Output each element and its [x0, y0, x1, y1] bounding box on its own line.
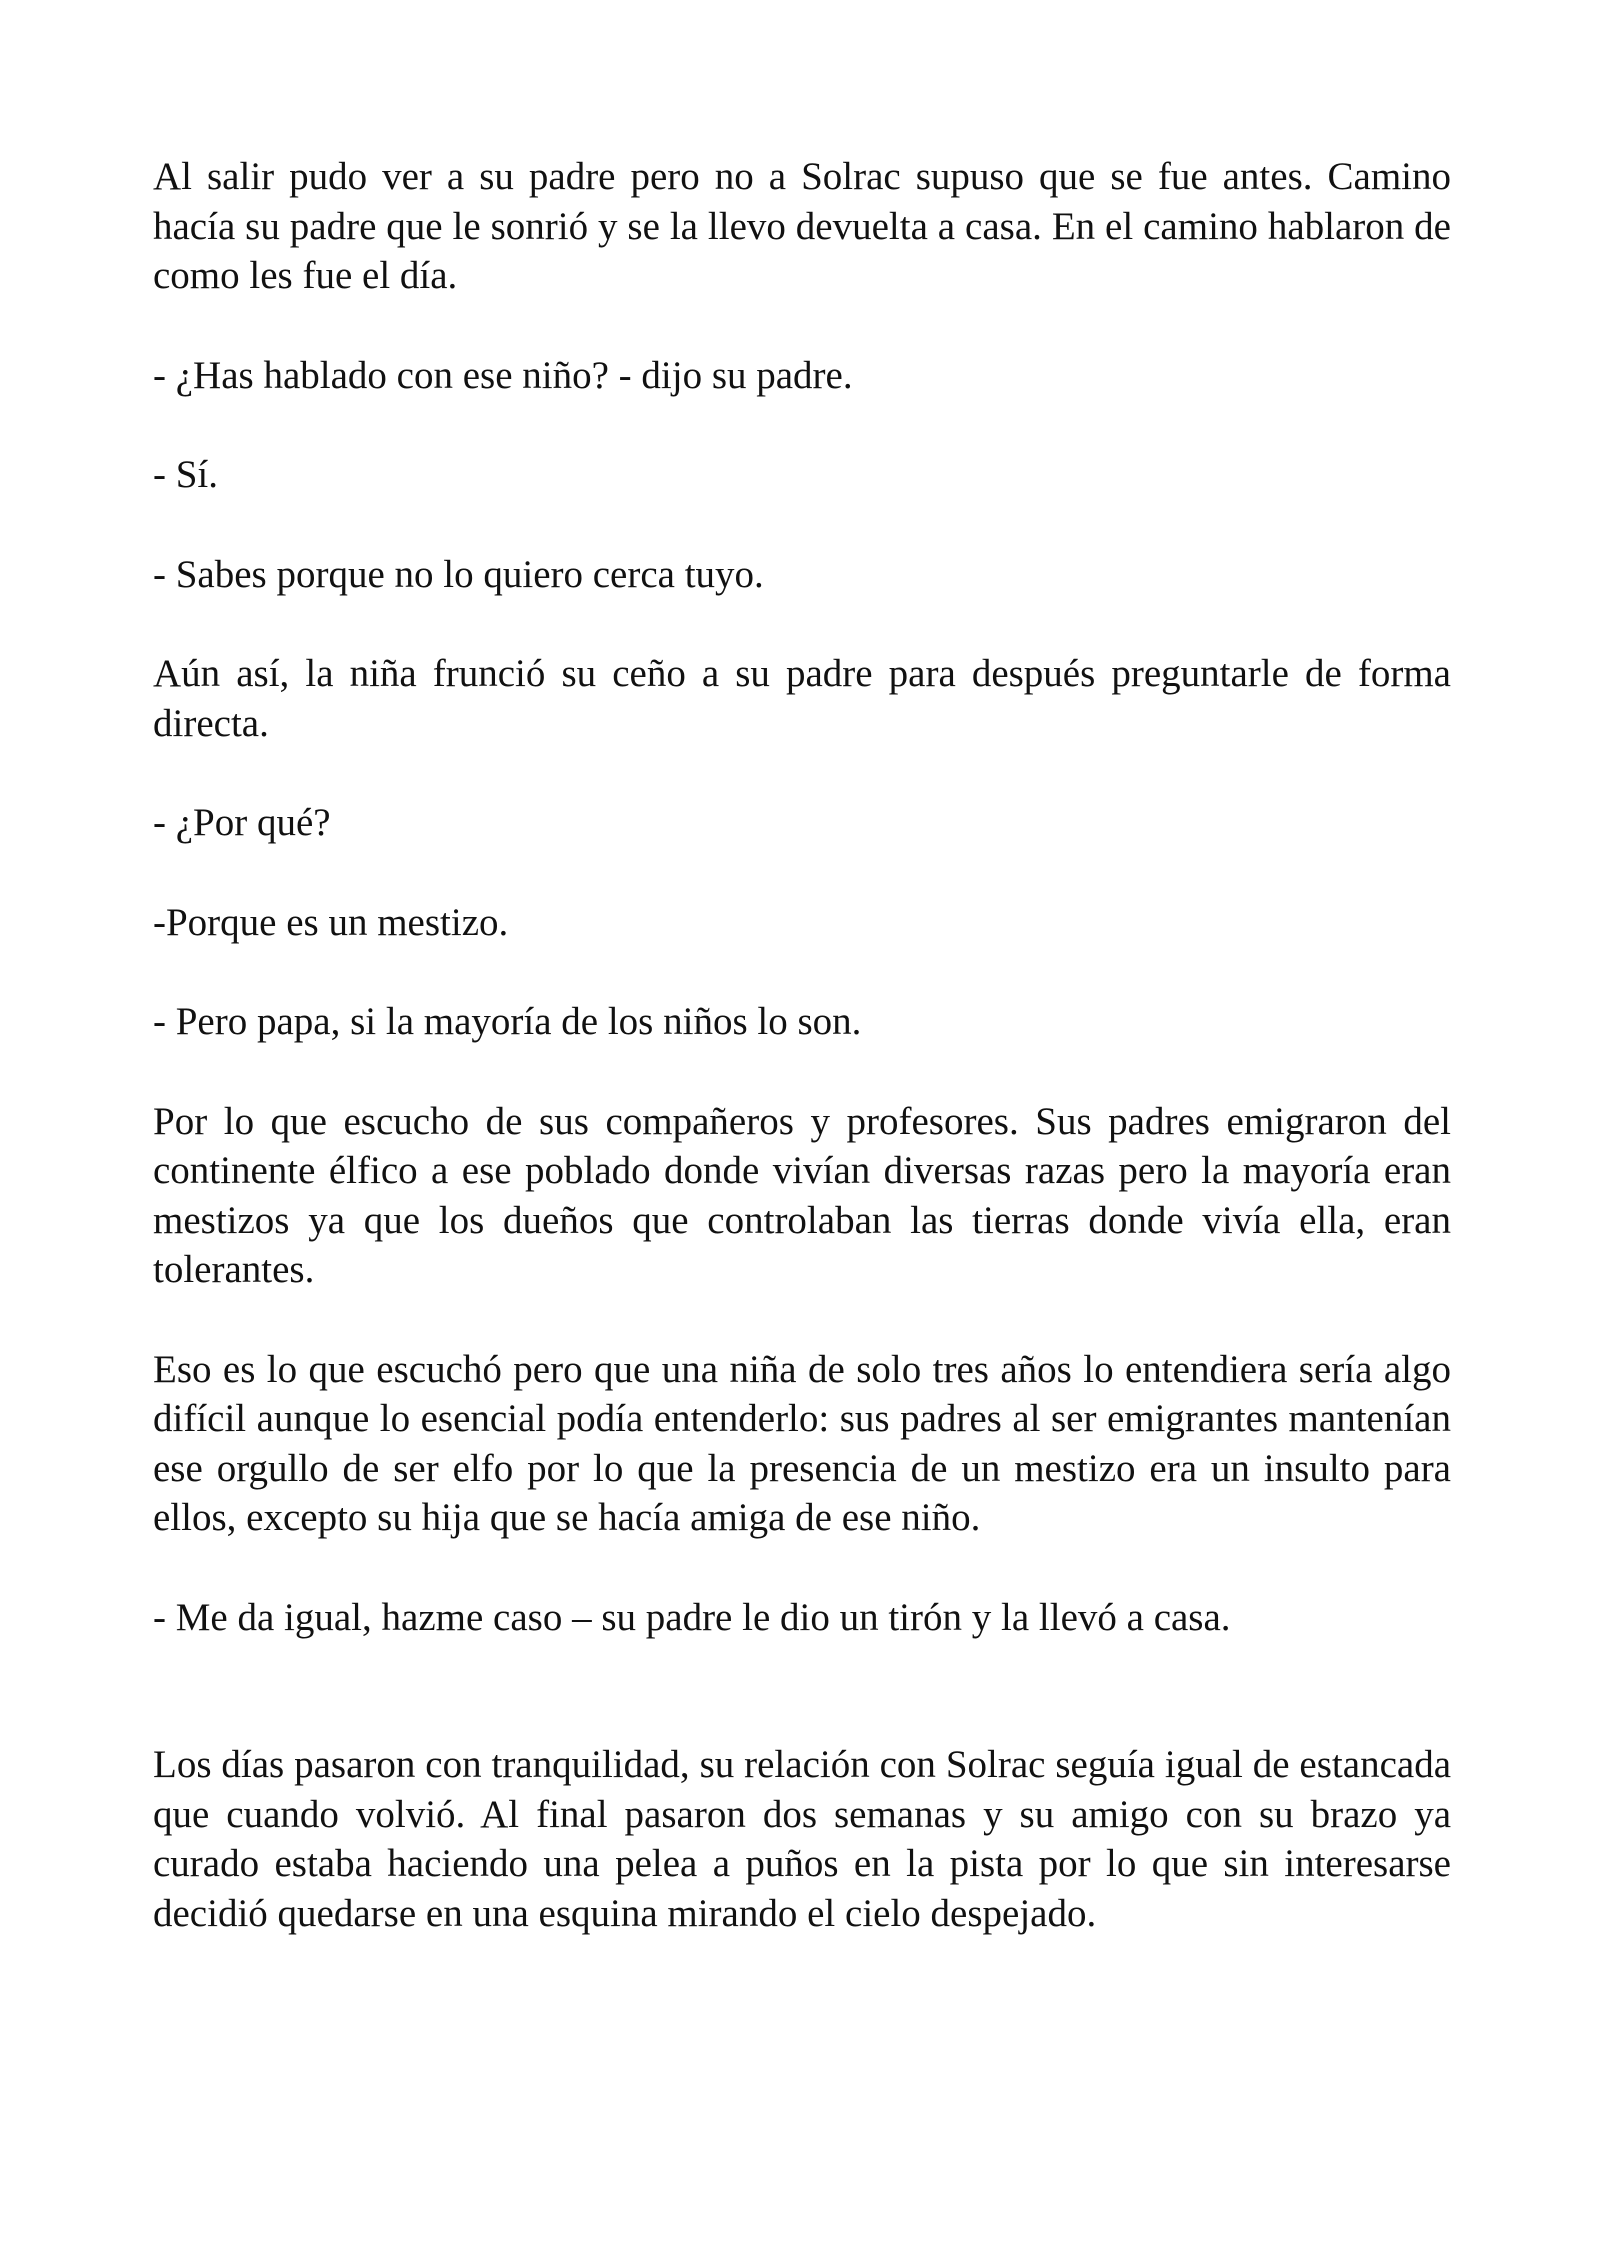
paragraph-2: Aún así, la niña frunció su ceño a su padre para después preguntarle de forma directa. — [153, 652, 1451, 745]
dialogue-line-7: - Me da igual, hazme caso – su padre le dio un tirón y la llevó a casa. — [153, 1595, 1231, 1639]
dialogue-line-2: - Sí. — [153, 453, 219, 496]
dialogue-line-3: - Sabes porque no lo quiero cerca tuyo. — [153, 552, 764, 596]
paragraph-5: Los días pasaron con tranquilidad, su relación con Solrac seguía igual de estancada que cuando volvió. Al final pasaron dos semanas y su amigo con su brazo ya curado estaba haciendo una pelea a puños en la pista por lo que sin interesarse decidió quedarse en una esquina mirando el cielo despejado. — [153, 1743, 1451, 1935]
dialogue-line-4: - ¿Por qué? — [153, 801, 331, 844]
dialogue-line-6: - Pero papa, si la mayoría de los niños lo son. — [153, 1000, 862, 1043]
text-body — [153, 152, 1451, 1988]
paragraph-4: Eso es lo que escuchó pero que una niña de solo tres años lo entendiera sería algo difícil aunque lo esencial podía entenderlo: sus padres al ser emigrantes mantenían ese orgullo de ser elfo por lo que la presencia de un mestizo era un insulto para ellos, excepto su hija que se hacía amiga de ese niño. — [153, 1347, 1451, 1539]
paragraph-1: Al salir pudo ver a su padre pero no a Solrac supuso que se fue antes. Camino hacía su padre que le sonrió y se la llevo devuelta a casa. En el camino hablaron de como les fue el día. — [153, 155, 1451, 297]
dialogue-line-1: - ¿Has hablado con ese niño? - dijo su padre. — [153, 353, 853, 397]
dialogue-line-5: -Porque es un mestizo. — [153, 900, 509, 944]
paragraph-3: Por lo que escucho de sus compañeros y profesores. Sus padres emigraron del continente élfico a ese poblado donde vivían diversas razas pero la mayoría eran mestizos ya que los dueños que controlaban las tierras donde vivía ella, eran tolerantes. — [153, 1099, 1451, 1291]
